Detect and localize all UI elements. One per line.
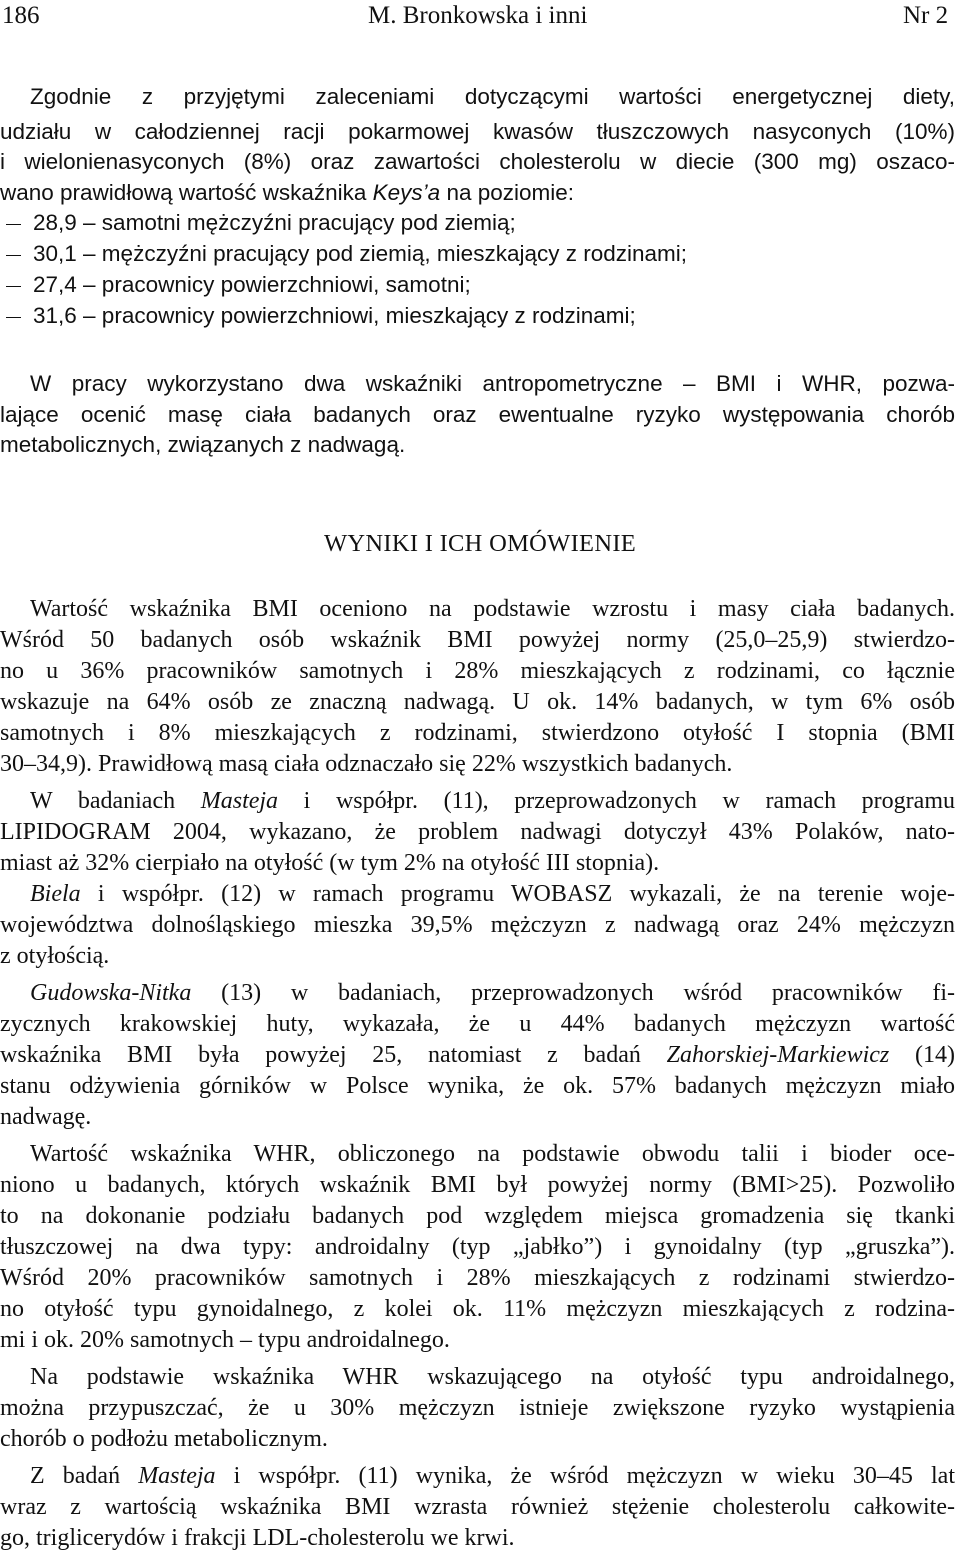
italic-name: Gudowska-Nitka [30,980,192,1006]
text-line: mi i ok. 20% samotnych – typu androidalnego. [0,1327,450,1353]
text-line: metabolicznych, związanych z nadwagą. [0,432,406,457]
running-title: M. Bronkowska i inni [368,2,588,29]
text-line: wskaźnika BMI była powyżej 25, natomiast z badań Zahorskiej-Markiewicz (14) [0,1042,955,1068]
text-line: Na podstawie wskaźnika WHR wskazującego na otyłość typu androidalnego, [30,1364,955,1390]
text-line: go, triglicerydów i frakcji LDL-cholesterolu we krwi. [0,1525,515,1551]
text-line: to na dokonanie podziału badanych pod względem miejsca gromadzenia się tkanki [0,1203,955,1229]
text-line: Biela i współpr. (12) w ramach programu WOBASZ wykazali, że na terenie woje- [30,881,955,907]
section-heading: WYNIKI I ICH OMÓWIENIE [323,530,637,557]
text-line: Wartość wskaźnika BMI oceniono na podstawie wzrostu i masy ciała badanych. [30,596,955,622]
text-line: W badaniach Masteja i współpr. (11), przeprowadzonych w ramach programu [30,788,955,814]
text-line: Wśród 20% pracowników samotnych i 28% mieszkających z rodzinami stwierdzo- [0,1265,955,1291]
text-line: samotnych i 8% mieszkających z rodzinami, stwierdzono otyłość I stopnia (BMI [0,720,955,746]
text-line: województwa dolnośląskiego mieszka 39,5% mężczyzn z nadwagą oraz 24% mężczyzn [0,912,955,938]
text-line: wano prawidłową wartość wskaźnika Keys’a na poziomie: [0,180,575,205]
text-line: Z badań Masteja i współpr. (11) wynika, że wśród mężczyzn w wieku 30–45 lat [30,1463,955,1489]
text-line: Gudowska-Nitka (13) w badaniach, przeprowadzonych wśród pracowników fi- [30,980,955,1006]
text-line: wskazuje na 64% osób ze znaczną nadwagą. U ok. 14% badanych, w tym 6% osób [0,689,955,715]
text-line: Wartość wskaźnika WHR, obliczonego na podstawie obwodu talii i bioder oce- [30,1141,955,1167]
dash-bullet [6,317,21,318]
text-line: Zgodnie z przyjętymi zaleceniami dotyczącymi wartości energetycznej diety, [30,84,955,109]
italic-name: Zahorskiej-Markiewicz [666,1042,890,1068]
text-line: miast aż 32% cierpiało na otyłość (w tym 2% na otyłość III stopnia). [0,850,660,876]
dash-bullet [6,255,21,256]
text-line: LIPIDOGRAM 2004, wykazano, że problem nadwagi dotyczył 43% Polaków, nato- [0,819,955,845]
text-line: wraz z wartością wskaźnika BMI wzrasta również stężenie cholesterolu całkowite- [0,1494,955,1520]
text-line: W pracy wykorzystano dwa wskaźniki antropometryczne – BMI i WHR, pozwa- [30,371,955,396]
text-line: no otyłość typu gynoidalnego, z kolei ok. 11% mężczyzn mieszkających z rodzina- [0,1296,955,1322]
issue-number: Nr 2 [903,2,949,29]
text-line: udziału w całodziennej racji pokarmowej kwasów tłuszczowych nasyconych (10%) [0,119,955,144]
dash-bullet [6,224,21,225]
italic-name: Biela [30,881,81,907]
text-line: no u 36% pracowników samotnych i 28% mieszkających z rodzinami, co łącznie [0,658,955,684]
text-line: chorób o podłożu metabolicznym. [0,1426,328,1452]
text-line: tłuszczowej na dwa typy: androidalny (typ „jabłko”) i gynoidalny (typ „gruszka”). [0,1234,955,1260]
text-line: z otyłością. [0,943,110,969]
italic-name: Masteja [138,1463,216,1489]
text-line: niono u badanych, których wskaźnik BMI był powyżej normy (BMI>25). Pozwoliło [0,1172,955,1198]
page-number: 186 [2,2,40,29]
dash-bullet [6,286,21,287]
text-line: zycznych krakowskiej huty, wykazała, że u 44% badanych mężczyzn wartość [0,1011,955,1037]
italic-name: Keys’a [372,180,441,205]
text-line: można przypuszczać, że u 30% mężczyzn istnieje zwiększone ryzyko wystąpienia [0,1395,955,1421]
text-line: lające ocenić masę ciała badanych oraz ewentualne ryzyko występowania chorób [0,402,955,427]
text-line: Wśród 50 badanych osób wskaźnik BMI powyżej normy (25,0–25,9) stwierdzo- [0,627,955,653]
text-line: i wielonienasyconych (8%) oraz zawartości cholesterolu w diecie (300 mg) oszaco- [0,149,955,174]
italic-name: Masteja [200,788,279,814]
text-line: stanu odżywienia górników w Polsce wynika, że ok. 57% badanych mężczyzn miało [0,1073,955,1099]
text-line: nadwagę. [0,1104,92,1130]
text-line: 30–34,9). Prawidłową masą ciała odznaczało się 22% wszystkich badanych. [0,751,733,777]
